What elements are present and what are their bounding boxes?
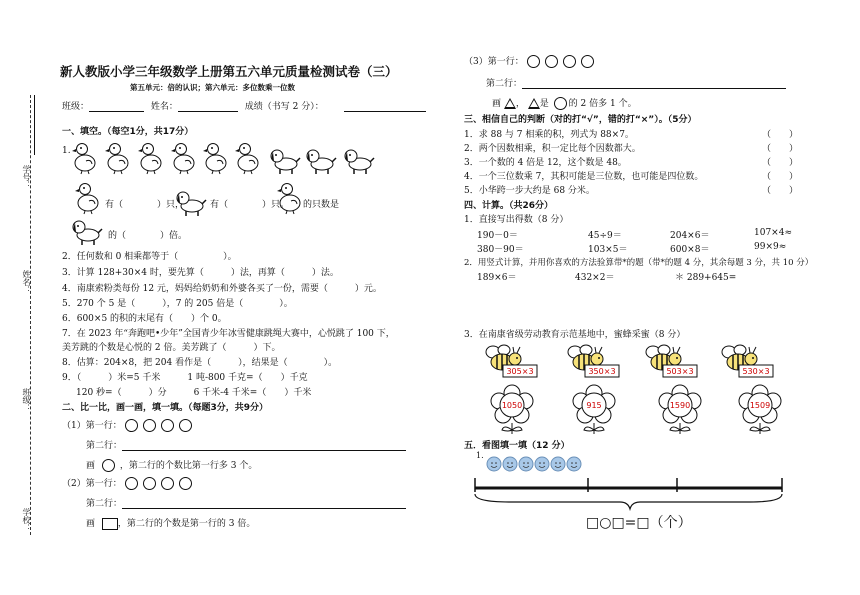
answer-bracket[interactable]: （ ） — [762, 130, 799, 140]
calc-item: ＊ 289+645= — [675, 273, 737, 283]
brace — [475, 494, 782, 509]
smiley-group — [487, 457, 581, 471]
q1-text-1: 有（ — [105, 200, 124, 210]
duck-icon — [138, 144, 161, 175]
calc-item: 432×2＝ — [575, 273, 615, 283]
calc-item: 189×6＝ — [477, 273, 517, 283]
answer-bracket[interactable]: （ ） — [762, 172, 799, 182]
section1-header: 一、填空。（每空1分，共17分） — [62, 127, 194, 137]
calc-sub2: 2．用竖式计算，并用你喜欢的方法验算带*的题（带*的题 4 分，其余每题 3 分，共 10 分） — [464, 258, 814, 268]
q2: 2．任何数和 0 相乘都等于（ ）。 — [62, 252, 237, 262]
q1-text-4: ）只。 — [262, 200, 290, 210]
p3-draw-d: 的 2 倍多 1 个。 — [568, 99, 637, 109]
q9a: 9．（ ）米=5 千米 1 吨-800 千克=（ ）千克 — [62, 373, 308, 383]
p2-draw — [86, 516, 255, 530]
triangle-icon — [528, 98, 540, 109]
judge-item: 2．两个因数相乘，积一定比每个因数都大。 — [464, 144, 641, 154]
p3-row2-label: 第二行： — [486, 79, 523, 89]
side-banji: 班级： — [22, 388, 31, 412]
bee-expression: 305×3 — [506, 367, 534, 376]
info-row — [62, 99, 426, 112]
number-line-diagram — [470, 452, 790, 512]
p3-draw-a: 画 — [492, 99, 502, 109]
judge-item: 3．一个数的 4 倍是 12，这个数是 48。 — [464, 158, 627, 168]
circle-icon — [545, 55, 558, 68]
judge-item: 1．求 88 与 7 相乘的积，列式为 88×7。 — [464, 130, 634, 140]
side-line — [34, 95, 35, 155]
score-label: 成绩（书写 2 分）： — [244, 102, 324, 112]
judge-item: 4．一个三位数乘 7，其积可能是三位数，也可能是四位数。 — [464, 172, 704, 182]
bee-expression: 530×3 — [742, 367, 770, 376]
judge-item: 5．小华跨一步大约是 68 分米。 — [464, 186, 595, 196]
q5: 5．270 个 5 是（ ），7 的 205 倍是（ ）。 — [62, 299, 293, 309]
smiley-icon — [551, 457, 565, 471]
calc-sub3: 3．在南康省级劳动教育示范基地中，蜜蜂采蜜（8 分） — [464, 330, 686, 340]
duck-icon — [75, 184, 98, 215]
p3-row2 — [486, 76, 786, 89]
dog-icon — [73, 221, 102, 245]
smiley-icon — [503, 457, 517, 471]
p1-row1-label: （1）第一行： — [62, 421, 122, 431]
q1-text-7: ）倍。 — [160, 231, 188, 241]
calc-item: 204×6＝ — [670, 231, 710, 241]
p1-draw-a: 画 — [86, 461, 96, 471]
p2-draw-a: 画 — [86, 519, 96, 529]
answer-bracket[interactable]: （ ） — [762, 158, 799, 168]
section2-header: 二、比一比，画一画，填一填。（每题3分，共9分） — [62, 403, 269, 413]
name-label: 姓名： — [150, 102, 178, 112]
p2-draw-b: ，第二行的个数是第一行的 3 倍。 — [117, 519, 256, 529]
flower-number: 1050 — [501, 401, 523, 410]
bee-expression: 503×3 — [666, 367, 694, 376]
bee-flower-picture — [470, 340, 810, 446]
p1-draw-b: ，第二行的个数比第一行多 3 个。 — [119, 461, 258, 471]
flower-number: 1509 — [749, 401, 771, 410]
page-title: 新人教版小学三年级数学上册第五六单元质量检测试卷（三） — [60, 64, 398, 79]
q1-text-2: ）只， — [157, 200, 185, 210]
dog-icon — [271, 150, 300, 174]
q1-line3 — [108, 228, 187, 241]
q1-num: 1. — [62, 146, 71, 156]
circle-icon — [563, 55, 576, 68]
p3-draw-c: 是 — [539, 99, 549, 109]
duck-icon — [235, 144, 258, 175]
circle-icon — [102, 459, 115, 472]
q8: 8．估算：204×8，把 204 看作是（ ），结果是（ ）。 — [62, 358, 338, 368]
q1-text-6: 的（ — [108, 231, 127, 241]
rectangle-icon — [102, 518, 118, 530]
smiley-icon — [487, 457, 501, 471]
p1-row2 — [86, 438, 406, 451]
q1-line2b — [210, 197, 289, 210]
circle-icon — [143, 477, 156, 490]
section4-header: 四、计算。（共26分） — [464, 201, 554, 211]
duck-icon — [105, 144, 128, 175]
calc-item: 600×8＝ — [670, 245, 710, 255]
q7b: 美芳跳的个数是心悦的 2 倍。美芳跳了（ ）下。 — [62, 343, 281, 353]
p2-row1-label: （2）第一行： — [62, 479, 122, 489]
duck-icon — [203, 144, 226, 175]
duck-icon — [72, 144, 95, 175]
smiley-icon — [567, 457, 581, 471]
side-xuehao: 学号： — [22, 165, 31, 189]
sec5-num: 1. — [476, 451, 484, 460]
calc-item: 107×4≈ — [754, 228, 792, 238]
formula[interactable]: □○□=□（个） — [586, 515, 692, 531]
flower-number: 915 — [586, 401, 602, 410]
section5-header: 五．看图填一填（12 分） — [464, 441, 570, 451]
q6: 6．600×5 的积的末尾有（ ）个 0。 — [62, 314, 227, 324]
q7a: 7．在 2023 年“奔跑吧•少年”全国青少年冰雪健康跳绳大赛中，心悦跳了 100 下， — [62, 329, 395, 339]
calc-item: 45÷9＝ — [588, 231, 622, 241]
side-xuexiao: 学校： — [22, 508, 31, 532]
dog-icon — [307, 150, 336, 174]
calc-sub1: 1．直接写出得数（8 分） — [464, 215, 569, 225]
q9b: 120 秒=（ ）分 6 千米-4 千米=（ ）千米 — [76, 388, 312, 398]
q1-text-5: 的只数是 — [303, 200, 340, 210]
circle-icon — [179, 419, 192, 432]
calc-item: 99×9≈ — [754, 242, 787, 252]
q3: 3．计算 128+30×4 时，要先算（ ）法，再算（ ）法。 — [62, 268, 339, 278]
circle-icon — [161, 419, 174, 432]
calc-item: 380－90＝ — [477, 245, 524, 255]
circle-icon — [143, 419, 156, 432]
circle-icon — [161, 477, 174, 490]
answer-bracket[interactable]: （ ） — [762, 186, 799, 196]
p3-draw-b: ， — [515, 99, 525, 109]
p1-row1 — [62, 418, 197, 432]
dog-icon — [345, 150, 374, 174]
p1-draw — [86, 458, 257, 472]
circle-icon — [179, 477, 192, 490]
flower-number: 1590 — [669, 401, 691, 410]
smiley-icon — [535, 457, 549, 471]
p3-draw — [492, 96, 637, 110]
q4: 4．南康索粉类每份 12 元，妈妈给奶奶和外婆各买了一份，需要（ ）元。 — [62, 284, 382, 294]
circle-icon — [125, 477, 138, 490]
duck-icon — [171, 144, 194, 175]
circle-icon — [125, 419, 138, 432]
calc-item: 103×5＝ — [588, 245, 628, 255]
circle-icon — [581, 55, 594, 68]
side-xingming: 姓名： — [22, 270, 31, 294]
bee-expression: 350×3 — [588, 367, 616, 376]
section3-header: 三、相信自己的判断（对的打“√”，错的打“×”）。（5分） — [464, 115, 697, 125]
binding-line — [30, 95, 31, 535]
subtitle: 第五单元：倍的认识；第六单元：多位数乘一位数 — [130, 83, 295, 92]
answer-bracket[interactable]: （ ） — [762, 144, 799, 154]
p2-row2 — [86, 496, 406, 509]
p1-row2-label: 第二行： — [86, 441, 123, 451]
p2-row2-label: 第二行： — [86, 499, 123, 509]
p3-row1-label: （3）第一行： — [464, 57, 524, 67]
smiley-icon — [519, 457, 533, 471]
p3-row1 — [464, 54, 599, 68]
circle-icon — [554, 97, 567, 110]
q1-line2 — [105, 197, 184, 210]
triangle-icon — [504, 98, 516, 109]
p2-row1 — [62, 476, 197, 490]
class-label: 班级： — [62, 102, 90, 112]
circle-icon — [527, 55, 540, 68]
q1-text-3: 有（ — [210, 200, 229, 210]
calc-item: 190－0＝ — [477, 231, 518, 241]
